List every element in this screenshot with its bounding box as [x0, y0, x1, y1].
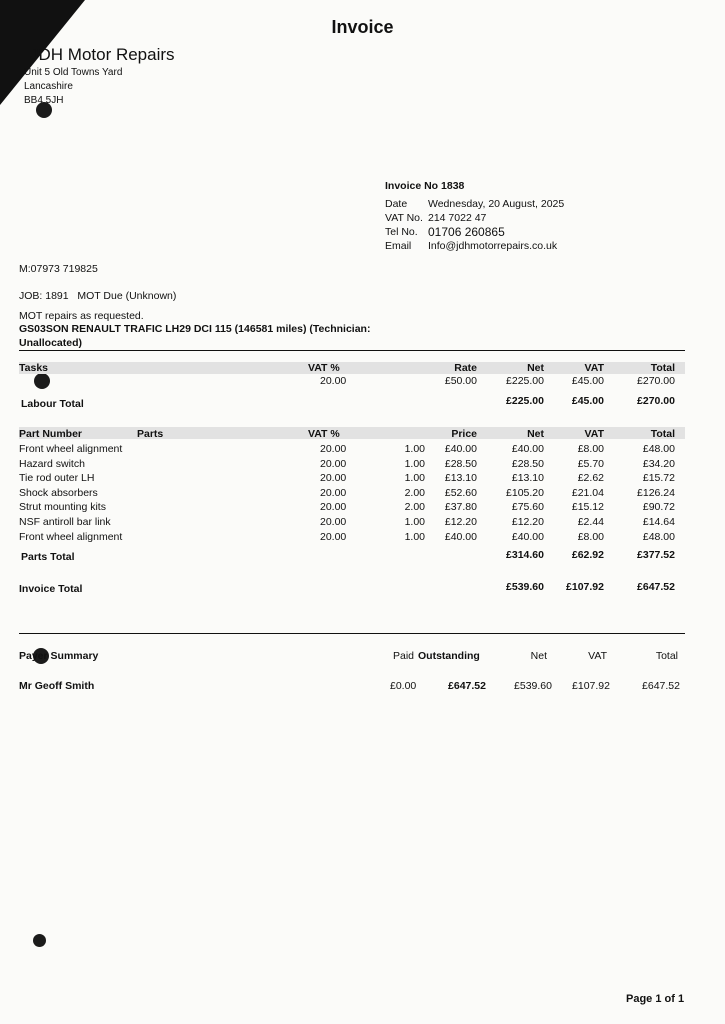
paid-header: Paid [393, 650, 415, 662]
payer-name: Mr Geoff Smith [19, 680, 95, 692]
cell-qty: 1.00 [404, 531, 425, 543]
cell-vat: £15.12 [571, 501, 604, 513]
date-label: Date [385, 198, 408, 210]
cell-net: £13.10 [511, 472, 544, 484]
cell-total: £15.72 [642, 472, 675, 484]
tasks-total-header: Total [650, 362, 675, 374]
cell-total: £126.24 [637, 487, 675, 499]
vat-no-label: VAT No. [385, 212, 423, 224]
page-number: Page 1 of 1 [626, 993, 685, 1005]
document-title: Invoice [331, 17, 394, 37]
cell-rate: £50.00 [444, 375, 477, 387]
cell-qty: 2.00 [404, 501, 425, 513]
cell-net: £75.60 [511, 501, 544, 513]
cell-price: £52.60 [444, 487, 477, 499]
cell-price: £12.20 [444, 516, 477, 528]
job-line: JOB: 1891 MOT Due (Unknown) [19, 290, 177, 302]
invoice-number: Invoice No 1838 [385, 180, 465, 192]
cell-part-name: Front wheel alignment [19, 443, 123, 455]
parts-total-header: Total [650, 428, 675, 440]
cell-vat-pct: 20.00 [320, 472, 347, 484]
email-label: Email [385, 240, 412, 252]
cell-qty: 1.00 [404, 443, 425, 455]
cell-vat: £2.44 [577, 516, 604, 528]
tasks-vat-pct-header: VAT % [308, 362, 340, 374]
payer-net-header: Net [530, 650, 547, 662]
tel-label: Tel No. [385, 226, 418, 238]
company-address-line: Unit 5 Old Towns Yard [24, 67, 123, 78]
outstanding-header: Outstanding [418, 650, 480, 662]
cell-part-name: Shock absorbers [19, 487, 98, 499]
labour-total-vat: £45.00 [571, 395, 604, 407]
payer-paid: £0.00 [390, 680, 417, 692]
company-address-line: BB4 5JH [24, 95, 64, 106]
cell-qty: 1.00 [404, 472, 425, 484]
cell-vat-pct: 20.00 [320, 531, 347, 543]
invoice-date: Wednesday, 20 August, 2025 [428, 198, 565, 210]
cell-vat-pct: 20.00 [320, 443, 347, 455]
parts-vat-pct-header: VAT % [308, 428, 340, 440]
cell-qty: 1.00 [404, 516, 425, 528]
cell-part-name: NSF antiroll bar link [19, 516, 111, 528]
cell-vat: £8.00 [577, 531, 604, 543]
email-address: Info@jdhmotorrepairs.co.uk [428, 240, 558, 252]
cell-vat-pct: 20.00 [320, 501, 347, 513]
tel-number: 01706 260865 [428, 225, 505, 239]
cell-net: £40.00 [511, 531, 544, 543]
cell-vat: £2.62 [577, 472, 604, 484]
cell-part-name: Tie rod outer LH [19, 472, 95, 484]
customer-mobile: M:07973 719825 [19, 263, 98, 275]
vehicle-details: GS03SON RENAULT TRAFIC LH29 DCI 115 (146581 miles) (Technician: [19, 323, 371, 335]
cell-total: £14.64 [642, 516, 675, 528]
cell-total: £34.20 [642, 458, 675, 470]
cell-net: £225.00 [506, 375, 544, 387]
tasks-rate-header: Rate [454, 362, 477, 374]
invoice-total-net: £539.60 [506, 581, 544, 593]
punch-hole [33, 934, 46, 947]
labour-total-label: Labour Total [21, 398, 84, 410]
cell-vat-pct: 20.00 [320, 516, 347, 528]
cell-vat: £45.00 [571, 375, 604, 387]
cell-total: £48.00 [642, 531, 675, 543]
labour-total-total: £270.00 [637, 395, 675, 407]
payer-total: £647.52 [642, 680, 680, 692]
parts-vat-header: VAT [584, 428, 604, 440]
invoice-total-total: £647.52 [637, 581, 675, 593]
parts-total-net: £314.60 [506, 549, 544, 561]
cell-qty: 1.00 [404, 458, 425, 470]
parts-net-header: Net [527, 428, 544, 440]
parts-header: Parts [137, 428, 164, 440]
cell-net: £40.00 [511, 443, 544, 455]
cell-vat-pct: 20.00 [320, 375, 347, 387]
tasks-header: Tasks [19, 362, 48, 374]
cell-price: £40.00 [444, 531, 477, 543]
cell-qty: 2.00 [404, 487, 425, 499]
payer-net: £539.60 [514, 680, 552, 692]
punch-hole [34, 373, 50, 389]
payer-summary-title: Payer Summary [19, 650, 99, 662]
cell-total: £48.00 [642, 443, 675, 455]
payer-total-header: Total [655, 650, 678, 662]
payer-vat-header: VAT [588, 650, 607, 662]
part-number-header: Part Number [19, 428, 83, 440]
labour-total-net: £225.00 [506, 395, 544, 407]
divider [19, 350, 685, 351]
tasks-net-header: Net [527, 362, 544, 374]
cell-vat-pct: 20.00 [320, 458, 347, 470]
parts-total-vat: £62.92 [571, 549, 604, 561]
cell-price: £28.50 [444, 458, 477, 470]
cell-part-name: Hazard switch [19, 458, 85, 470]
divider [19, 633, 685, 634]
cell-part-name: Strut mounting kits [19, 501, 106, 513]
cell-net: £105.20 [506, 487, 544, 499]
company-address-line: Lancashire [24, 81, 73, 92]
cell-total: £270.00 [637, 375, 675, 387]
cell-price: £13.10 [444, 472, 477, 484]
vehicle-details-cont: Unallocated) [19, 337, 83, 349]
company-name: JDH Motor Repairs [30, 45, 175, 64]
payer-outstanding: £647.52 [448, 680, 486, 692]
parts-total-label: Parts Total [21, 551, 75, 563]
cell-net: £12.20 [511, 516, 544, 528]
parts-price-header: Price [451, 428, 477, 440]
invoice-total-vat: £107.92 [566, 581, 604, 593]
cell-vat: £8.00 [577, 443, 604, 455]
parts-total-total: £377.52 [637, 549, 675, 561]
cell-total: £90.72 [642, 501, 675, 513]
cell-net: £28.50 [511, 458, 544, 470]
tasks-vat-header: VAT [584, 362, 604, 374]
cell-vat: £21.04 [571, 487, 604, 499]
cell-vat-pct: 20.00 [320, 487, 347, 499]
invoice-total-label: Invoice Total [19, 583, 83, 595]
payer-vat: £107.92 [572, 680, 610, 692]
cell-price: £40.00 [444, 443, 477, 455]
vat-no: 214 7022 47 [428, 212, 487, 224]
job-description: MOT repairs as requested. [19, 310, 144, 322]
cell-vat: £5.70 [577, 458, 604, 470]
cell-price: £37.80 [444, 501, 477, 513]
cell-part-name: Front wheel alignment [19, 531, 123, 543]
